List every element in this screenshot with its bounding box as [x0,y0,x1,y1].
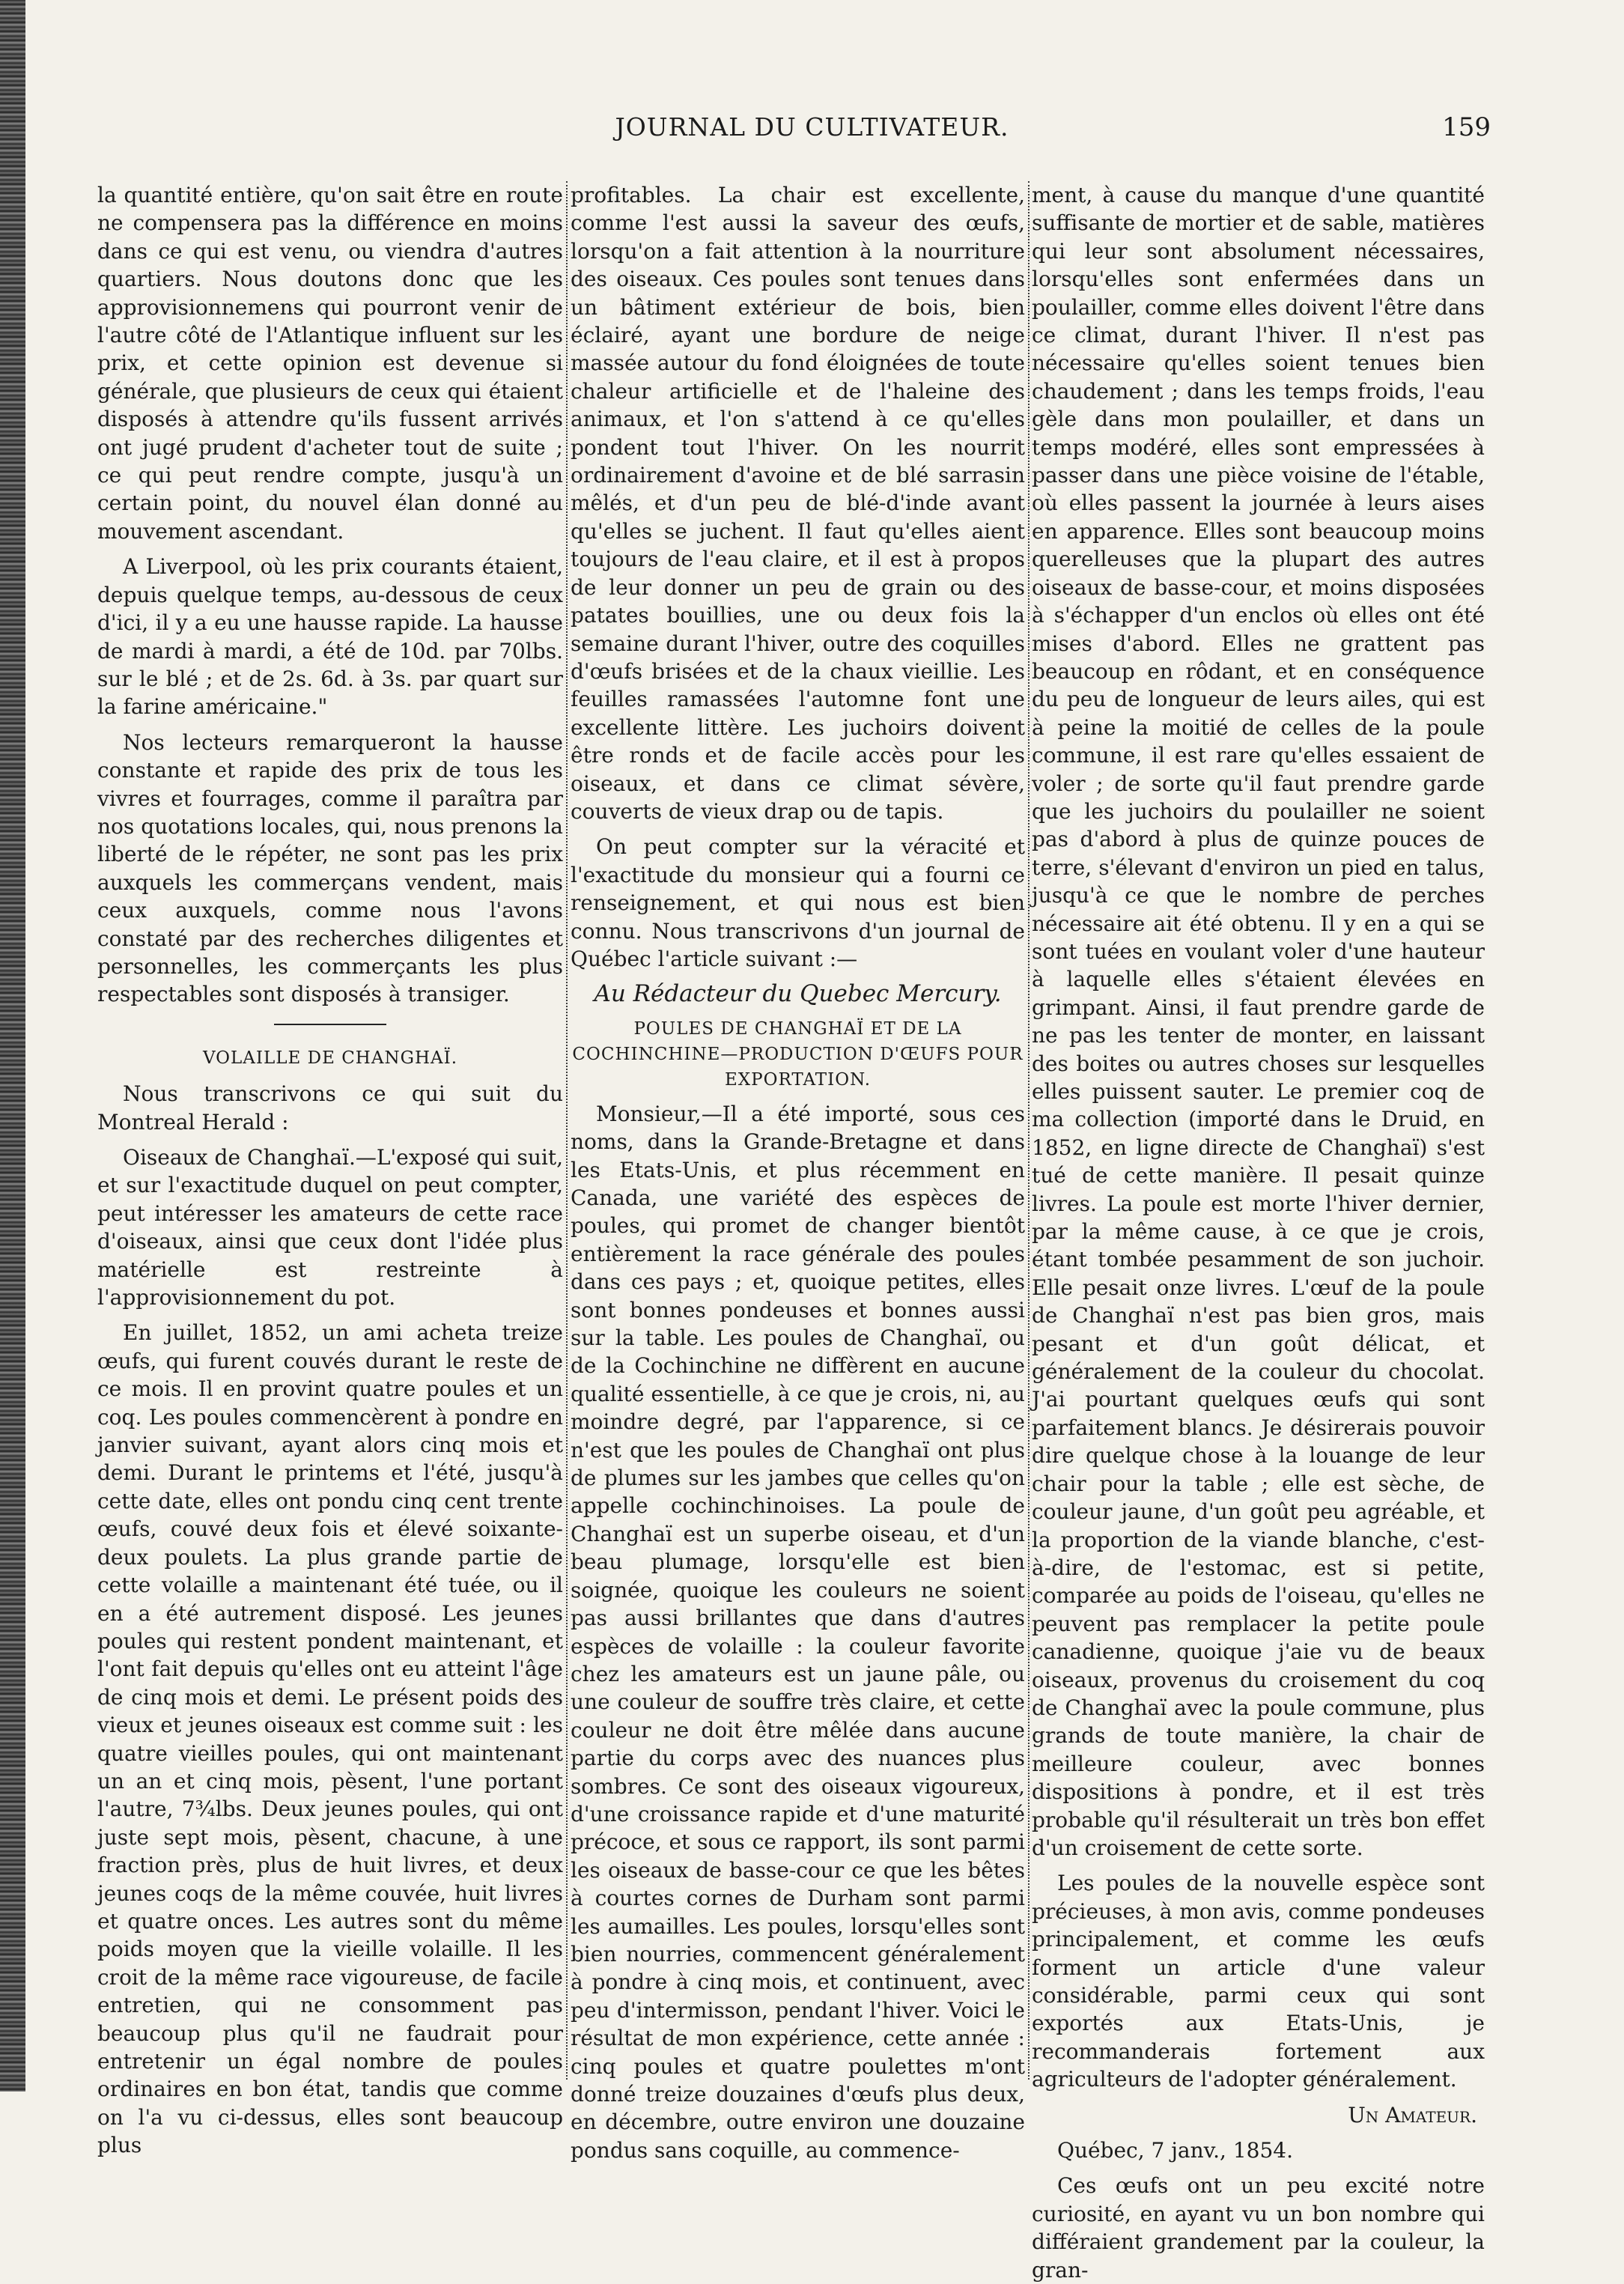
column-right [1032,181,1485,2283]
page-number: 159 [1442,112,1491,142]
paragraph: Monsieur,—Il a été importé, sous ces noms, dans la Grande-Bretagne et dans les Etats-Unis, et plus récemment en Canada, une variété des espèces de poules, qui promet de changer bientôt entièrement la race générale des poules dans ces pays ; et, quoique petites, elles sont bonnes pondeuses et bonnes aussi sur la table. Les poules de Changhaï, ou de la Cochinchine ne diffèrent en aucune qualité essentielle, à ce que je crois, ni, au moindre degré, par l'apparence, si ce n'est que les poules de Changhaï ont plus de plumes sur les jambes que celles qu'on appelle cochinchinoises. La poule de Changhaï est un superbe oiseau, et d'un beau plumage, lorsqu'elle est bien soignée, quoique les couleurs ne soient pas aussi brillantes que dans d'autres espèces de volaille : la couleur favorite chez les amateurs est un jaune pâle, ou une couleur de souffre très claire, et cette couleur ne doit être mêlée dans aucune partie du corps avec des nuances plus sombres. Ce sont des oiseaux vigoureux, d'une croissance rapide et d'une maturité précoce, et sous ce rapport, ils sont parmi les oiseaux de basse-cour ce que les bêtes à courtes cornes de Durham sont parmi les aumailles. Les poules, lorsqu'elles sont bien nourries, commencent généralement à pondre à cinq mois, et continuent, avec peu d'intermisson, pendant l'hiver. Voici le résultat de mon expérience, cette année : cinq poules et quatre poulettes m'ont donné treize douzaines d'œufs plus deux, en décembre, outre environ une douzaine pondus sans coquille, au commence- [571,1101,1025,2163]
paragraph: Nous transcrivons ce qui suit du Montreal Herald : [97,1081,563,1135]
paragraph: Les poules de la nouvelle espèce sont précieuses, à mon avis, comme pondeuses principalement, et comme les œufs forment un article d'une valeur considérable, parmi ceux qui sont exportés aux Etats-Unis, je recommanderais fortement aux agriculteurs de l'adopter généralement. [1032,1871,1485,2092]
paragraph: On peut compter sur la véracité et l'exactitude du monsieur qui a fourni ce renseignement, et qui nous est bien connu. Nous transcrivons d'un journal de Québec l'article suivant :— [571,834,1025,971]
paragraph: la quantité entière, qu'on sait être en route ne compensera pas la différence en moins dans ce qui est venu, ou viendra d'autres quartiers. Nous doutons donc que les approvisionnemens qui pourront venir de l'autre côté de l'Atlantique influent sur les prix, et cette opinion est devenue si générale, que plusieurs de ceux qui étaient disposés à attendre qu'ils fussent arrivés ont jugé prudent d'acheter tout de suite ; ce qui peut rendre compte, jusqu'à un certain point, du nouvel élan donné au mouvement ascendant. [97,183,563,544]
page-header [0,112,1624,150]
section-divider [274,1024,386,1025]
column-rule [1028,181,1030,2080]
letter-address: Au Rédacteur du Quebec Mercury. [594,980,1002,1008]
paragraph: En juillet, 1852, un ami acheta treize œufs, qui furent couvés durant le reste de ce mois. Il en provint quatre poules et un coq. Les poules commencèrent à pondre en janvier suivant, ayant alors cinq mois et demi. Durant le printems et l'été, jusqu'à cette date, elles ont pondu cinq cent trente œufs, couvé deux fois et élevé soixante-deux poulets. La plus grande partie de cette volaille a maintenant été tuée, ou il en a été autrement disposé. Les jeunes poules qui restent pondent maintenant, et l'ont fait depuis qu'elles ont eu atteint l'âge de cinq mois et demi. Le présent poids des vieux et jeunes oiseaux est comme suit : les quatre vieilles poules, qui ont maintenant un an et cinq mois, pèsent, l'une portant l'autre, 7¾lbs. Deux jeunes poules, qui ont juste sept mois, pèsent, chacune, à une fraction près, plus de huit livres, et deux jeunes coqs de la même couvée, huit livres et quatre onces. Les autres sont du même poids moyen que la vieille volaille. Il les croit de la même race vigoureuse, de facile entretien, qui ne consomment pas beaucoup plus qu'il ne faudrait pour entretenir un égal nombre de poules ordinaires en bon état, tandis que comme on l'a vu ci-dessus, elles sont beaucoup plus [97,1320,563,2158]
paragraph: Ces œufs ont un peu excité notre curiosité, en ayant vu un bon nombre qui différaient grandement par la couleur, la gran- [1032,2173,1485,2283]
column-rule [566,181,568,2080]
column-left [97,181,563,2158]
paragraph: Nos lecteurs remarqueront la hausse constante et rapide des prix de tous les vivres et fourrages, comme il paraîtra par nos quotations locales, qui, nous prenons la liberté de le répéter, ne sont pas les prix auxquels les commerçans vendent, mais ceux auxquels, comme nous l'avons constaté par des recherches diligentes et personnelles, les commerçants les plus respectables sont disposés à transiger. [97,729,563,1007]
dateline: Québec, 7 janv., 1854. [1057,2138,1294,2163]
column-middle [571,181,1025,2163]
binding-edge [0,0,25,2092]
running-title: JOURNAL DU CULTIVATEUR. [615,112,1009,142]
paragraph: Oiseaux de Changhaï.—L'exposé qui suit, et sur l'exactitude duquel on peut compter, peut intéresser les amateurs de cette race d'oiseaux, ainsi que ceux dont l'idée plus matérielle est restreinte à l'approvisionnement du pot. [97,1145,563,1310]
article-heading: POULES DE CHANGHAÏ ET DE LA COCHINCHINE—PRODUCTION D'ŒUFS POUR EXPORTATION. [572,1018,1024,1090]
section-heading: VOLAILLE DE CHANGHAÏ. [202,1048,458,1068]
paragraph: A Liverpool, où les prix courants étaient, depuis quelque temps, au-dessous de ceux d'ici, il y a eu une hausse rapide. La hausse de mardi à mardi, a été de 10d. par 70lbs. sur le blé ; et de 2s. 6d. à 3s. par quart sur la farine américaine." [97,554,563,720]
signature: Un Amateur. [1348,2102,1477,2127]
paragraph: profitables. La chair est excellente, comme l'est aussi la saveur des œufs, lorsqu'on a fait attention à la nourriture des oiseaux. Ces poules sont tenues dans un bâtiment extérieur de bois, bien éclairé, ayant une bordure de neige massée autour du fond éloignées de toute chaleur artificielle et de l'haleine des animaux, et l'on s'attend à ce qu'elles pondent tout l'hiver. On les nourrit ordinairement d'avoine et de blé sarrasin mêlés, et d'un peu de blé-d'inde avant qu'elles se juchent. Il faut qu'elles aient toujours de l'eau claire, et il est à propos de leur donner un peu de grain ou des patates bouillies, une ou deux fois la semaine durant l'hiver, outre des coquilles d'œufs brisées et de la chaux vieillie. Les feuilles ramassées l'automne font une excellente littère. Les juchoirs doivent être ronds et de facile accès pour les oiseaux, et dans ce climat sévère, couverts de vieux drap ou de tapis. [571,183,1025,824]
paragraph: ment, à cause du manque d'une quantité suffisante de mortier et de sable, matières qui leur sont absolument nécessaires, lorsqu'elles sont enfermées dans un poulailler, comme elles doivent l'être dans ce climat, durant l'hiver. Il n'est pas nécessaire qu'elles soient tenues bien chaudement ; dans les temps froids, l'eau gèle dans mon poulailler, et dans un temps modéré, elles sont empressées à passer dans une pièce voisine de l'étable, où elles passent la journée à leurs aises en apparence. Elles sont beaucoup moins querelleuses que la plupart des autres oiseaux de basse-cour, et moins disposées à s'échapper d'un enclos où elles ont été mises d'abord. Elles ne grattent pas beaucoup en rôdant, et en conséquence du peu de longueur de leurs ailes, qui est à peine la moitié de celles de la poule commune, il est rare qu'elles essaient de voler ; de sorte qu'il faut prendre garde que les juchoirs du poulailler ne soient pas d'abord à plus de quinze pouces de terre, s'élevant d'environ un pied en talus, jusqu'à ce que le nombre de perches nécessaire ait été obtenu. Il y en a qui se sont tuées en voulant voler d'une hauteur à laquelle elles s'étaient élevées en grimpant. Ainsi, il faut prendre garde de ne pas les tenter de monter, en laissant des boites ou autres choses sur lesquelles elles puissent sauter. Le premier coq de ma collection (importé dans le Druid, en 1852, en ligne directe de Changhaï) s'est tué de cette manière. Il pesait quinze livres. La poule est morte l'hiver dernier, par la même cause, à ce que je crois, étant tombée pesamment de son juchoir. Elle pesait onze livres. L'œuf de la poule de Changhaï n'est pas bien gros, mais pesant et d'un goût délicat, et généralement de la couleur du chocolat. J'ai pourtant quelques œufs qui sont parfaitement blancs. Je désirerais pouvoir dire quelque chose à la louange de leur chair pour la table ; elle est sèche, de couleur jaune, d'un goût peu agréable, et la proportion de la viande blanche, c'est-à-dire, de l'estomac, est si petite, comparée au poids de l'oiseau, qu'elles ne peuvent pas remplacer la petite poule canadienne, quoique j'aie vu de beaux oiseaux, provenus du croisement du coq de Changhaï avec la poule commune, plus grands de toute manière, la chair de meilleure couleur, avec bonnes dispositions à pondre, et il est très probable qu'il résulterait un très bon effet d'un croisement de cette sorte. [1032,183,1485,1860]
